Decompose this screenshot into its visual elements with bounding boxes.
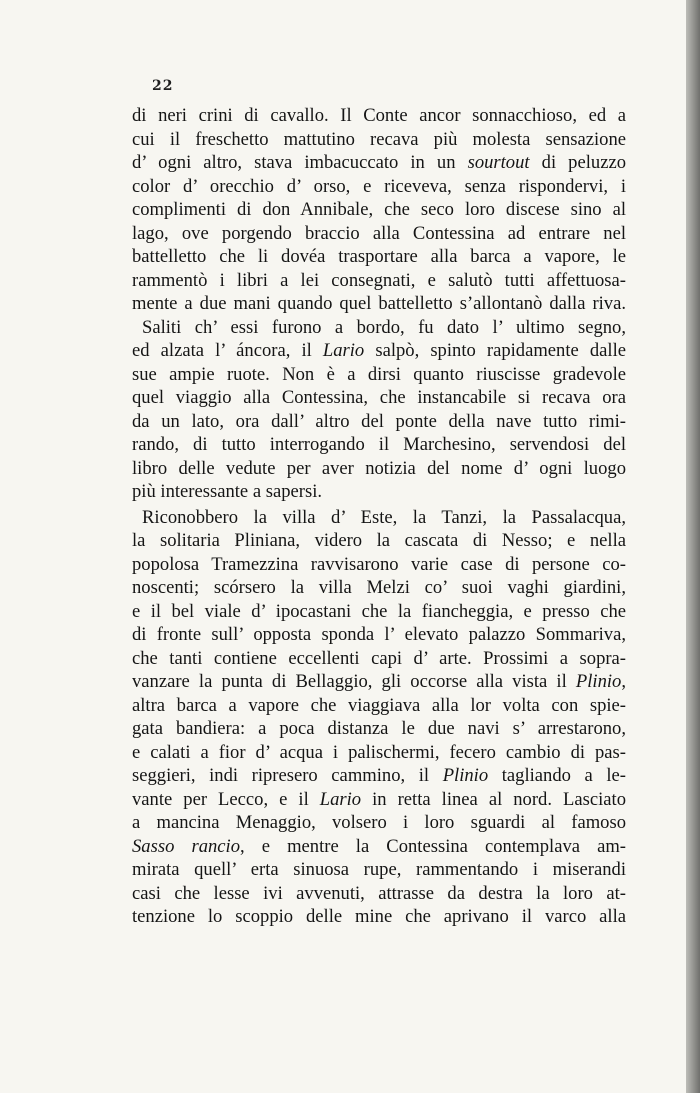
page-edge-shadow	[686, 0, 700, 1093]
page-number: 22	[152, 78, 174, 94]
text-line: vanzare la punta di Bellaggio, gli occorse alla vista il Plinio,	[132, 671, 626, 692]
text-line: che tanti contiene eccellenti capi d’ arte. Prossimi a sopra-	[132, 647, 626, 669]
text-line: d’ ogni altro, stava imbacuccato in un sourtout di peluzzo	[132, 152, 626, 173]
text-line: battelletto che li dovéa trasportare alla barca a vapore, le	[132, 246, 626, 267]
text-line: più interessante a sapersi.	[132, 481, 323, 502]
text-line: Riconobbero la villa d’ Este, la Tanzi, la Passalacqua,	[142, 506, 626, 528]
text-line: rammentò i libri a lei consegnati, e salutò tutti affettuosa-	[132, 269, 626, 291]
text-line: lago, ove porgendo braccio alla Contessina ad entrare nel	[132, 222, 626, 244]
text-line: mente a due mani quando quel battelletto s’allontanò dalla riva.	[132, 293, 626, 314]
text-line: di neri crini di cavallo. Il Conte ancor sonnacchioso, ed a	[132, 105, 626, 126]
text-line: e il bel viale d’ ipocastani che la fiancheggia, e presso che	[132, 600, 626, 622]
text-line: cui il freschetto mattutino recava più molesta sensazione	[132, 128, 626, 150]
text-line: di fronte sull’ opposta sponda l’ elevato palazzo Sommariva,	[132, 624, 626, 645]
text-line: la solitaria Pliniana, videro la cascata di Nesso; e nella	[132, 530, 626, 551]
text-line: altra barca a vapore che viaggiava alla lor volta con spie-	[132, 694, 626, 716]
text-line: popolosa Tramezzina ravvisarono varie case di persone co-	[132, 553, 626, 575]
text-line: gata bandiera: a poca distanza le due navi s’ arrestarono,	[132, 718, 626, 739]
text-line: noscenti; scórsero la villa Melzi co’ suoi vaghi giardini,	[132, 577, 626, 598]
text-line: casi che lesse ivi avvenuti, attrasse da destra la loro at-	[132, 882, 626, 904]
text-line: sue ampie ruote. Non è a dirsi quanto riuscisse gradevole	[132, 363, 626, 385]
text-line: vante per Lecco, e il Lario in retta linea al nord. Lasciato	[132, 788, 626, 810]
body-text	[132, 104, 626, 929]
text-line: quel viaggio alla Contessina, che instancabile si recava ora	[132, 387, 626, 408]
text-line: e calati a fior d’ acqua i palischermi, fecero cambio di pas-	[132, 741, 626, 763]
text-line: libro delle vedute per aver notizia del nome d’ ogni luogo	[132, 457, 626, 479]
text-line: mirata quell’ erta sinuosa rupe, rammentando i miserandi	[132, 859, 626, 880]
text-line: complimenti di don Annibale, che seco loro discese sino al	[132, 199, 626, 220]
text-line: color d’ orecchio d’ orso, e riceveva, senza rispondervi, i	[132, 175, 626, 197]
text-line: ed alzata l’ áncora, il Lario salpò, spinto rapidamente dalle	[132, 340, 626, 361]
text-line: a mancina Menaggio, volsero i loro sguardi al famoso	[132, 812, 626, 833]
text-line: da un lato, ora dall’ altro del ponte della nave tutto rimi-	[132, 410, 626, 432]
text-line: Saliti ch’ essi furono a bordo, fu dato l’ ultimo segno,	[142, 316, 626, 338]
text-line: Sasso rancio, e mentre la Contessina contemplava am-	[132, 835, 626, 857]
text-line: tenzione lo scoppio delle mine che aprivano il varco alla	[132, 906, 626, 927]
text-line: seggieri, indi ripresero cammino, il Plinio tagliando a le-	[132, 765, 626, 786]
text-line: rando, di tutto interrogando il Marchesino, servendosi del	[132, 434, 626, 455]
